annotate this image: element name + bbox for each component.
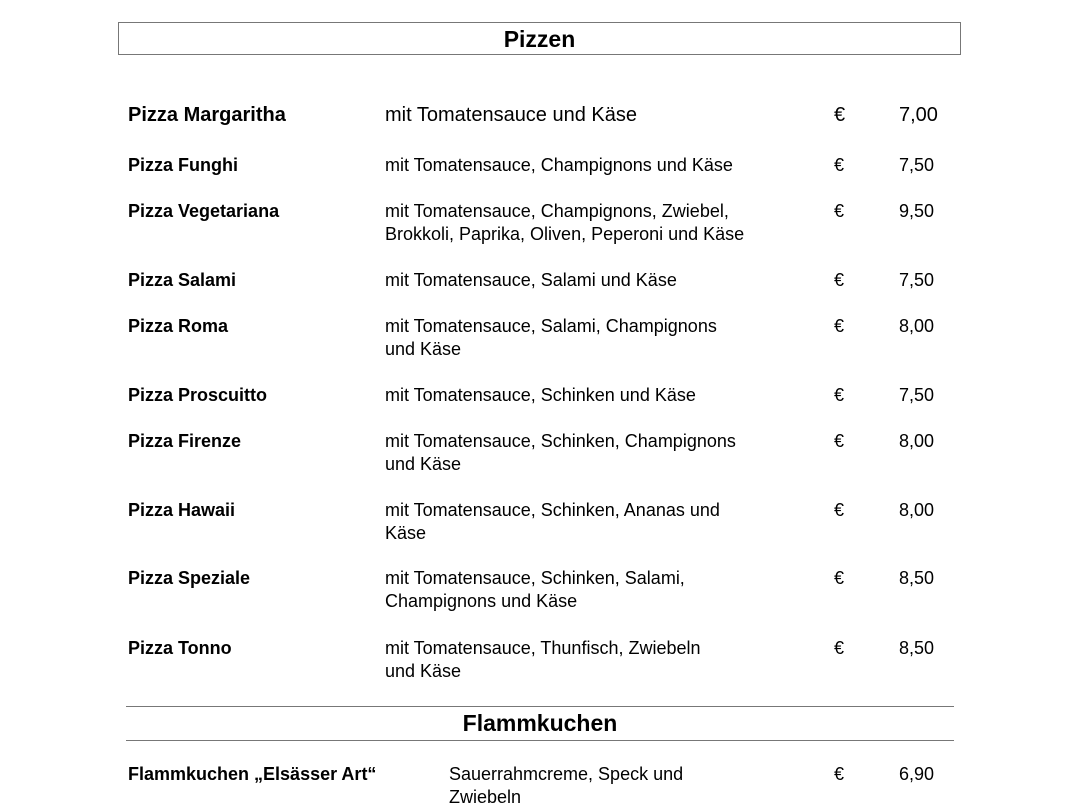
item-name: Flammkuchen „Elsässer Art“ xyxy=(128,764,377,784)
currency-symbol: € xyxy=(834,155,845,175)
item-price: 7,50 xyxy=(899,385,935,405)
item-price: 8,00 xyxy=(899,500,935,520)
currency-symbol: € xyxy=(834,764,845,784)
item-name: Pizza Firenze xyxy=(128,431,242,451)
item-price: 8,00 xyxy=(899,316,935,336)
item-description: mit Tomatensauce, Schinken, Ananas und Käse xyxy=(385,500,720,543)
item-name: Pizza Proscuitto xyxy=(128,385,268,405)
item-name: Pizza Tonno xyxy=(128,638,232,658)
item-description: mit Tomatensauce, Thunfisch, Zwiebeln und Käse xyxy=(385,638,701,681)
item-name: Pizza Salami xyxy=(128,270,237,290)
item-price: 9,50 xyxy=(899,201,935,221)
item-description: mit Tomatensauce, Champignons, Zwiebel, Brokkoli, Paprika, Oliven, Peperoni und Käse xyxy=(385,201,745,244)
item-price: 8,50 xyxy=(899,568,935,588)
item-description: mit Tomatensauce, Champignons und Käse xyxy=(385,155,733,175)
item-name: Pizza Speziale xyxy=(128,568,251,588)
item-name: Pizza Vegetariana xyxy=(128,201,280,221)
item-price: 7,00 xyxy=(899,104,938,126)
section-title-pizzen: Pizzen xyxy=(118,22,961,55)
currency-symbol: € xyxy=(834,500,845,520)
currency-symbol: € xyxy=(834,201,845,221)
item-price: 7,50 xyxy=(899,270,935,290)
currency-symbol: € xyxy=(834,270,845,290)
item-description: mit Tomatensauce, Salami und Käse xyxy=(385,270,677,290)
item-name: Pizza Roma xyxy=(128,316,229,336)
item-description: mit Tomatensauce, Salami, Champignons und Käse xyxy=(385,316,717,359)
currency-symbol: € xyxy=(834,385,845,405)
item-description: mit Tomatensauce, Schinken, Salami, Champignons und Käse xyxy=(385,568,685,611)
item-description: mit Tomatensauce, Schinken und Käse xyxy=(385,385,696,405)
item-price: 6,90 xyxy=(899,764,935,784)
item-name: Pizza Margaritha xyxy=(128,104,286,126)
item-price: 7,50 xyxy=(899,155,935,175)
currency-symbol: € xyxy=(834,104,846,126)
section-title-flammkuchen: Flammkuchen xyxy=(126,706,954,741)
currency-symbol: € xyxy=(834,316,845,336)
item-name: Pizza Hawaii xyxy=(128,500,236,520)
item-name: Pizza Funghi xyxy=(128,155,238,175)
item-price: 8,00 xyxy=(899,431,935,451)
currency-symbol: € xyxy=(834,568,845,588)
item-description: Sauerrahmcreme, Speck und Zwiebeln xyxy=(449,764,684,807)
item-price: 8,50 xyxy=(899,638,935,658)
currency-symbol: € xyxy=(834,638,845,658)
currency-symbol: € xyxy=(834,431,845,451)
item-description: mit Tomatensauce und Käse xyxy=(385,104,638,126)
item-description: mit Tomatensauce, Schinken, Champignons und Käse xyxy=(385,431,736,474)
